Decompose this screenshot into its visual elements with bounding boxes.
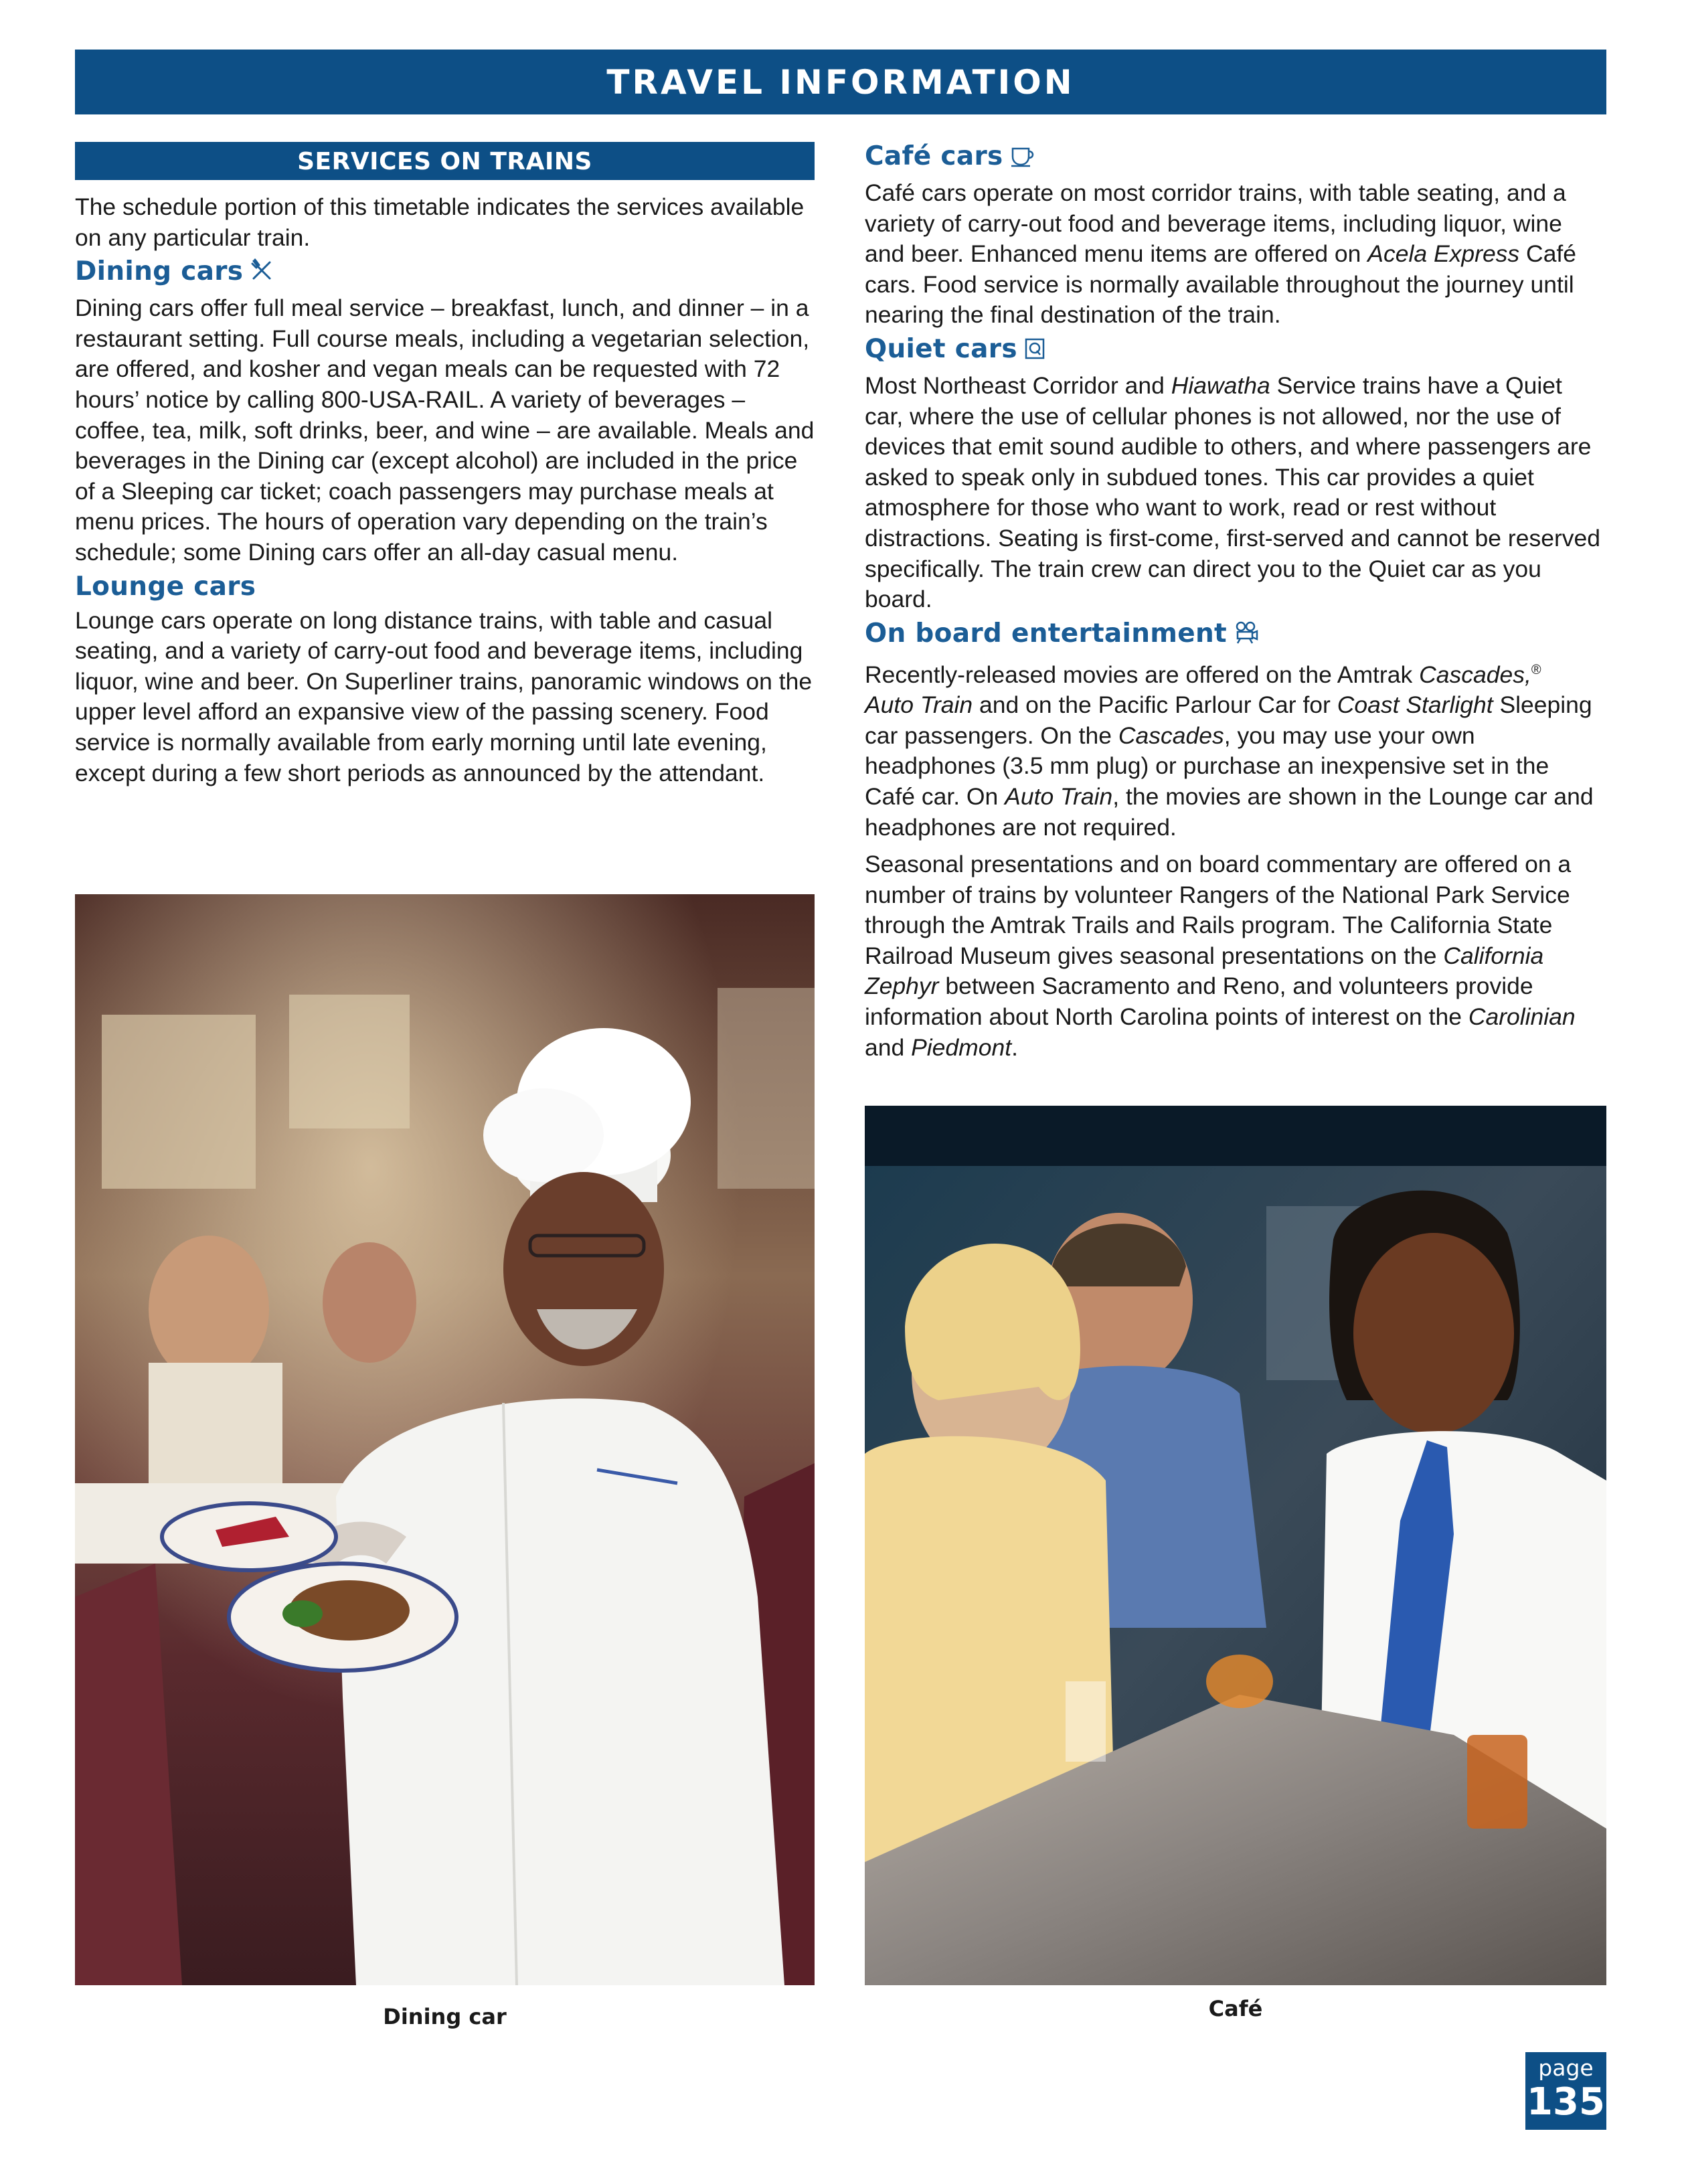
dining-car-photo (75, 894, 815, 1985)
entertainment-text-1: Recently-released movies are offered on the Amtrak Cascades,® Auto Train and on the Pacific Parlour Car for Coast Starlight Sleeping car passengers. On the Cascades, you may use your own headphones (3.5 mm plug) or purchase an inexpensive set in the Café car. On Auto Train, the movies are shown in the Lounge car and headphones are not required. (865, 661, 1594, 841)
lounge-cars-text: Lounge cars operate on long distance trains, with table and casual seating, and a variety of carry-out food and beverage items, including liquor, wine and beer. On Superliner trains, panoramic windows on the upper level afford an expansive view of the passing scenery. Food service is normally available from early morning until late evening, except during a few short periods as announced by the attendant. (75, 606, 813, 786)
dining-cars-heading-text: Dining cars (75, 256, 244, 287)
lounge-cars-heading (75, 568, 815, 606)
page-number-box (1525, 2052, 1606, 2130)
intro-paragraph: The schedule portion of this timetable indicates the services available on any particular train. (75, 193, 805, 251)
crossed-utensils-icon (250, 256, 274, 293)
page-header-banner (75, 50, 1606, 114)
quiet-cars-text: Most Northeast Corridor and Hiawatha Service trains have a Quiet car, where the use of cellular phones is not allowed, nor the use of devices that emit sound audible to others, and where passengers are asked to speak only in subdued tones. This car provides a quiet atmosphere for those who want to work, read or rest without distractions. Seating is first-come, first-served and cannot be reserved specifically. The train crew can direct you to the Quiet car as you board. (865, 371, 1601, 613)
quiet-q-icon (1024, 333, 1045, 371)
cafe-photo (865, 1106, 1606, 1985)
cafe-caption: Café (1208, 1996, 1263, 2021)
dining-cars-text: Dining cars offer full meal service – breakfast, lunch, and dinner – in a restaurant setting. Full course meals, including a vegetarian selection, are offered, and kosher and vegan meals can be requested with 72 hours’ notice by calling 800-USA-RAIL. A variety of beverages – coffee, tea, milk, soft drinks, beer, and wine – are available. Meals and beverages in the Dining car (except alcohol) are included in the price of a Sleeping car ticket; coach passengers may purchase meals at menu prices. The hours of operation vary depending on the train’s schedule; some Dining cars offer an all-day casual menu. (75, 295, 815, 566)
dining-car-caption: Dining car (383, 2004, 507, 2029)
left-column (75, 142, 815, 788)
page-number: 135 (1527, 2080, 1605, 2124)
page-label: page (1538, 2055, 1594, 2081)
film-projector-icon (1234, 618, 1259, 655)
cafe-cars-text: Café cars operate on most corridor trains, with table seating, and a variety of carry-out food and beverage items, including liquor, wine and beer. Enhanced menu items are offered on Acela Express Café cars. Food service is normally available throughout the journey until nearing the final destination of the train. (865, 179, 1577, 329)
dining-cars-heading (75, 253, 815, 293)
lounge-cars-heading-text: Lounge cars (75, 571, 256, 602)
section-title-bar (75, 142, 815, 180)
coffee-cup-icon (1010, 141, 1035, 178)
cafe-cars-heading (865, 138, 1604, 178)
entertainment-text-2: Seasonal presentations and on board commentary are offered on a number of trains by volunteer Rangers of the National Park Service through the Amtrak Trails and Rails program. The California State Railroad Museum gives seasonal presentations on the California Zephyr between Sacramento and Reno, and volunteers provide information about North Carolina points of interest on the Carolinian and Piedmont. (865, 851, 1576, 1061)
quiet-cars-heading-text: Quiet cars (865, 333, 1017, 364)
entertainment-heading-text: On board entertainment (865, 618, 1227, 649)
entertainment-heading (865, 615, 1604, 655)
right-column (865, 142, 1604, 1063)
quiet-cars-heading (865, 331, 1604, 371)
page-header-title: TRAVEL INFORMATION (606, 63, 1075, 102)
cafe-cars-heading-text: Café cars (865, 141, 1003, 171)
section-title: SERVICES ON TRAINS (297, 148, 592, 175)
